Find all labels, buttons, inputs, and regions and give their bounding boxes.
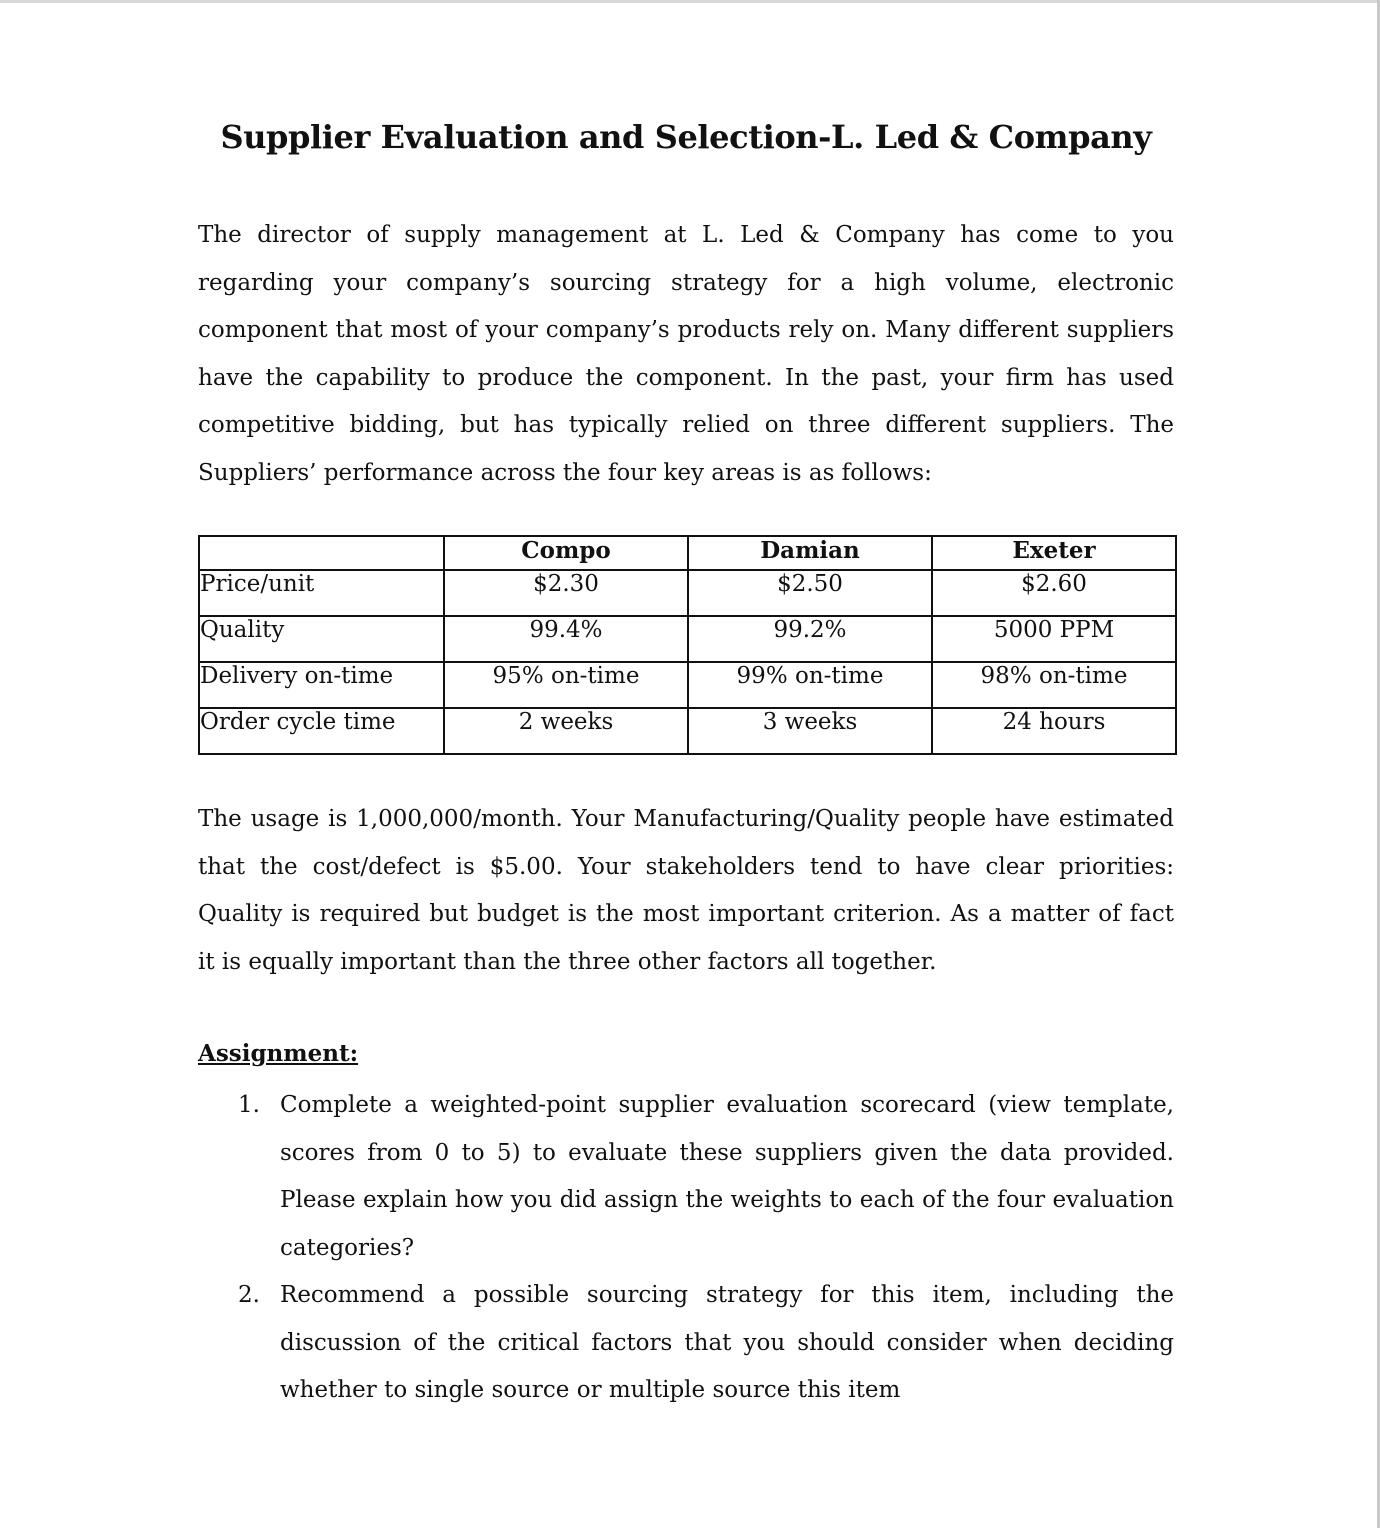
cell-value: 99.4% [444, 616, 688, 662]
cell-value: $2.50 [688, 570, 932, 616]
document-title: Supplier Evaluation and Selection-L. Led & Company [220, 118, 1152, 156]
row-label-delivery: Delivery on-time [199, 662, 444, 708]
usage-paragraph: The usage is 1,000,000/month. Your Manufacturing/Quality people have estimated that the cost/defect is $5.00. Your stakeholders tend to have clear priorities: Quality is required but budget is the most important criterion. As a matter of fact it is equally important than the three other factors all together. [198, 806, 1174, 975]
intro-paragraph: The director of supply management at L. Led & Company has come to you regarding your company’s sourcing strategy for a high volume, electronic component that most of your company’s products rely on. Many different suppliers have the capability to produce the component. In the past, your firm has used competitive bidding, but has typically relied on three different suppliers. The Suppliers’ performance across the four key areas is as follows: [198, 222, 1174, 486]
row-label-order-cycle: Order cycle time [199, 708, 444, 754]
table-row [199, 708, 1176, 754]
row-label-quality: Quality [199, 616, 444, 662]
header-supplier-damian: Damian [688, 536, 932, 570]
assignment-heading: Assignment: [198, 1040, 359, 1067]
cell-value: 5000 PPM [932, 616, 1176, 662]
task-number: 2. [238, 1282, 260, 1308]
table-row [199, 616, 1176, 662]
cell-value: 99% on-time [688, 662, 932, 708]
table-row [199, 570, 1176, 616]
cell-value: 2 weeks [444, 708, 688, 754]
cell-value: 3 weeks [688, 708, 932, 754]
header-supplier-exeter: Exeter [932, 536, 1176, 570]
cell-value: 99.2% [688, 616, 932, 662]
cell-value: $2.30 [444, 570, 688, 616]
task-item: Complete a weighted-point supplier evaluation scorecard (view template, scores from 0 to 5) to evaluate these suppliers given the data provided. Please explain how you did assign the weights to each of the four evaluation categories? [280, 1092, 1174, 1261]
cell-value: 98% on-time [932, 662, 1176, 708]
header-blank-cell [199, 536, 444, 570]
task-number: 1. [238, 1092, 260, 1118]
supplier-performance-table [198, 535, 1177, 755]
table-header-row [199, 536, 1176, 570]
cell-value: 24 hours [932, 708, 1176, 754]
cell-value: 95% on-time [444, 662, 688, 708]
table-row [199, 662, 1176, 708]
page-top-border [0, 0, 1380, 3]
task-item: Recommend a possible sourcing strategy for this item, including the discussion of the critical factors that you should consider when deciding whether to single source or multiple source this item [280, 1282, 1174, 1404]
header-supplier-compo: Compo [444, 536, 688, 570]
row-label-price: Price/unit [199, 570, 444, 616]
cell-value: $2.60 [932, 570, 1176, 616]
